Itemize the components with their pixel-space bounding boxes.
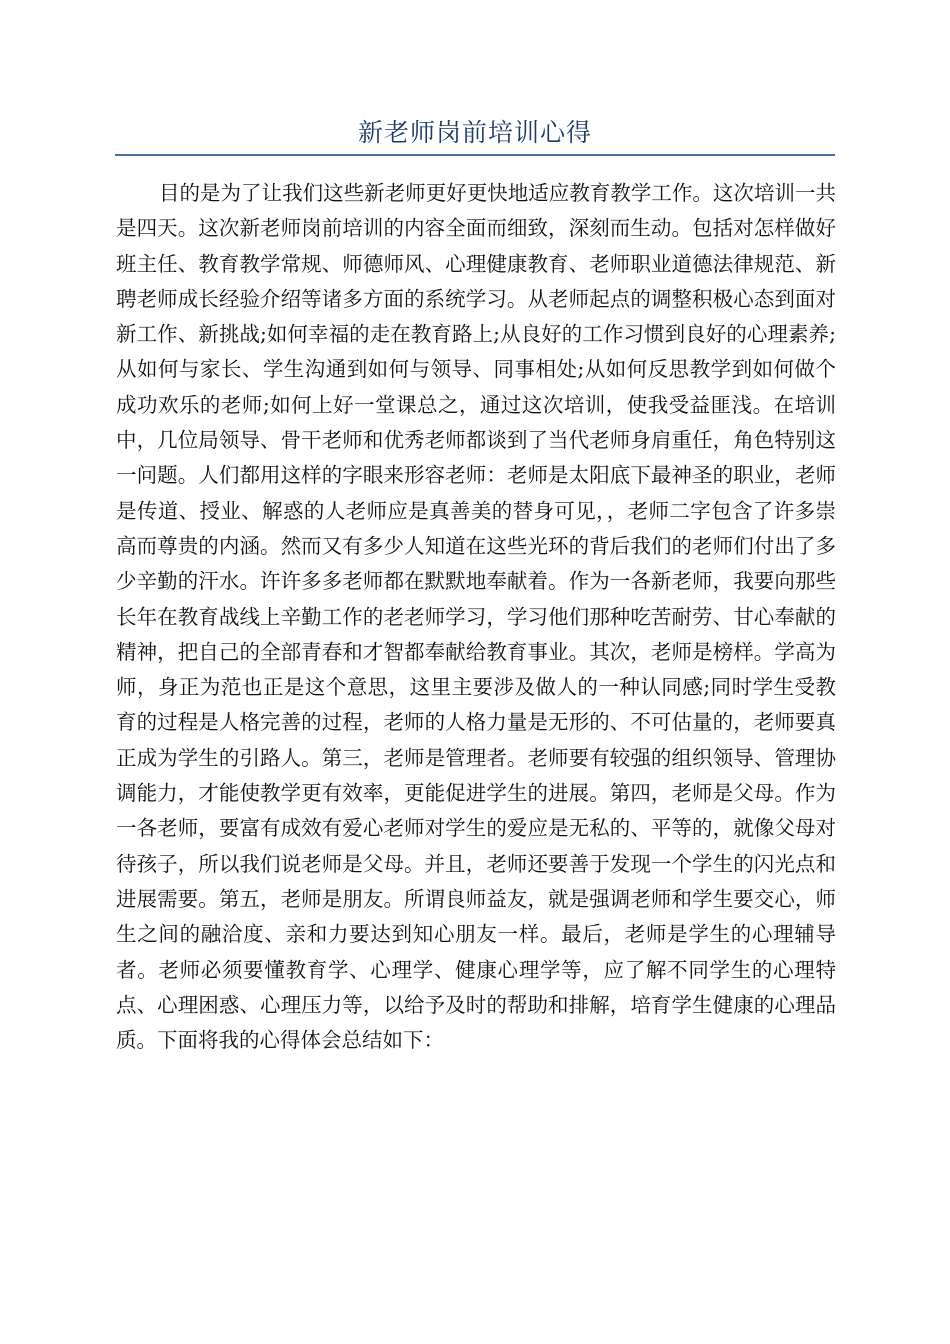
body-paragraph: 目的是为了让我们这些新老师更好更快地适应教育教学工作。这次培训一共是四天。这次新老师岗前培训的内容全面而细致，深刻而生动。包括对怎样做好班主任、教育教学常规、师德师风、心理健康教育、老师职业道德法律规范、新聘老师成长经验介绍等诸多方面的系统学习。从老师起点的调整积极心态到面对新工作、新挑战;如何幸福的走在教育路上;从良好的工作习惯到良好的心理素养;从如何与家长、学生沟通到如何与领导、同事相处;从如何反思教学到如何做个成功欢乐的老师;如何上好一堂课总之，通过这次培训，使我受益匪浅。在培训中，几位局领导、骨干老师和优秀老师都谈到了当代老师身肩重任，角色特别这一问题。人们都用这样的字眼来形容老师：老师是太阳底下最神圣的职业，老师是传道、授业、解惑的人老师应是真善美的替身可见，，老师二字包含了许多崇高而尊贵的内涵。然而又有多少人知道在这些光环的背后我们的老师们付出了多少辛勤的汗水。许许多多老师都在默默地奉献着。作为一各新老师，我要向那些长年在教育战线上辛勤工作的老老师学习，学习他们那种吃苦耐劳、甘心奉献的精神，把自己的全部青春和才智都奉献给教育事业。其次，老师是榜样。学高为师，身正为范也正是这个意思，这里主要涉及做人的一种认同感;同时学生受教育的过程是人格完善的过程，老师的人格力量是无形的、不可估量的，老师要真正成为学生的引路人。第三，老师是管理者。老师要有较强的组织领导、管理协调能力，才能使教学更有效率，更能促进学生的进展。第四，老师是父母。作为一各老师，要富有成效有爱心老师对学生的爱应是无私的、平等的，就像父母对待孩子，所以我们说老师是父母。并且，老师还要善于发现一个学生的闪光点和进展需要。第五，老师是朋友。所谓良师益友，就是强调老师和学生要交心，师生之间的融洽度、亲和力要达到知心朋友一样。最后，老师是学生的心理辅导者。老师必须要懂教育学、心理学、健康心理学等，应了解不同学生的心理特点、心理困惑、心理压力等，以给予及时的帮助和排解，培育学生健康的心理品质。下面将我的心得体会总结如下： (116, 181, 836, 1053)
title-underline-divider (115, 154, 835, 156)
document-title: 新老师岗前培训心得 (357, 118, 592, 147)
